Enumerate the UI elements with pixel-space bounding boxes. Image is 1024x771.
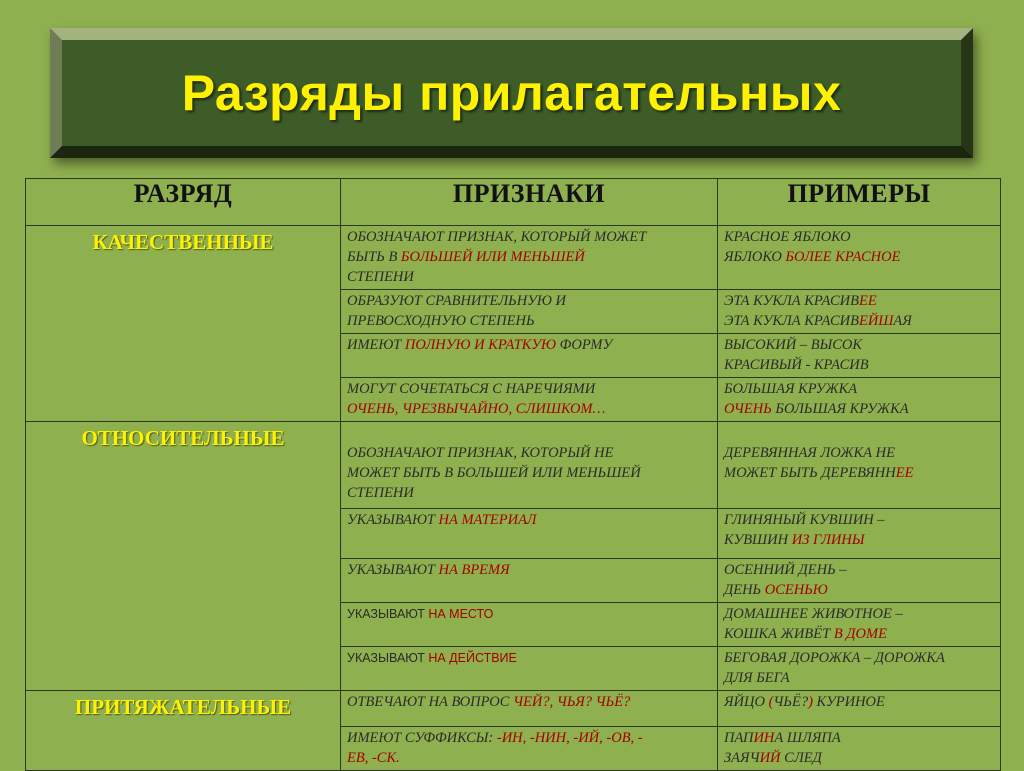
text-line <box>347 510 711 530</box>
text-line <box>347 748 711 768</box>
text-segment: СТЕПЕНИ <box>347 269 414 285</box>
text-line <box>724 291 994 311</box>
text-segment: БЫТЬ В <box>347 249 401 265</box>
text-line <box>724 355 994 375</box>
text-segment: ДЛЯ БЕГА <box>724 670 790 686</box>
text-segment: КУРИНОЕ <box>812 694 885 710</box>
text-segment: ЭТА КУКЛА КРАСИВ <box>724 313 859 329</box>
text-segment: КРАСИВЫЙ - КРАСИВ <box>724 357 869 373</box>
highlighted-text: ОСЕНЬЮ <box>764 582 828 598</box>
example-cell <box>718 691 1001 727</box>
example-cell <box>718 226 1001 290</box>
text-line <box>347 267 711 287</box>
highlighted-text: ( <box>768 694 774 710</box>
example-cell <box>718 334 1001 378</box>
text-line <box>724 748 994 768</box>
sign-cell <box>341 691 718 727</box>
highlighted-text: КРАСНОЕ <box>831 249 901 265</box>
sign-cell <box>341 334 718 378</box>
adjective-categories-table <box>25 178 1001 771</box>
text-line <box>724 728 994 748</box>
text-segment: ДЕРЕВЯННАЯ ЛОЖКА НЕ <box>724 445 895 461</box>
sign-cell <box>341 509 718 559</box>
text-segment: УКАЗЫВАЮТ <box>347 607 429 621</box>
sign-cell <box>341 422 718 509</box>
text-line <box>724 247 994 267</box>
text-segment: ГЛИНЯНЫЙ КУВШИН – <box>724 512 885 528</box>
text-line <box>724 443 994 463</box>
highlighted-text: НА ВРЕМЯ <box>438 562 510 578</box>
text-line <box>347 648 711 668</box>
example-cell <box>718 727 1001 771</box>
text-line <box>724 463 994 483</box>
sign-cell <box>341 727 718 771</box>
text-segment: КОШКА ЖИВЁТ <box>724 626 834 642</box>
text-line <box>347 291 711 311</box>
table-row <box>26 422 1001 509</box>
example-cell <box>718 509 1001 559</box>
category-cell: ПРИТЯЖАТЕЛЬНЫЕ <box>26 691 341 771</box>
text-segment: СТЕПЕНИ <box>347 485 414 501</box>
example-cell <box>718 647 1001 691</box>
header-signs: ПРИЗНАКИ <box>341 179 718 226</box>
table-row <box>26 691 1001 727</box>
text-segment: БОЛЬШАЯ КРУЖКА <box>771 401 909 417</box>
highlighted-text: ЕЕ <box>895 465 914 481</box>
table-row <box>26 226 1001 290</box>
title-frame <box>50 28 973 158</box>
sign-cell <box>341 559 718 603</box>
highlighted-text: ) <box>808 694 813 710</box>
text-segment: УКАЗЫВАЮТ <box>347 512 439 528</box>
title-panel <box>62 40 961 146</box>
highlighted-text: ЕЕ <box>858 293 877 309</box>
text-segment: МОЖЕТ БЫТЬ В БОЛЬШЕЙ ИЛИ МЕНЬШЕЙ <box>347 465 641 481</box>
text-segment: МОГУТ СОЧЕТАТЬСЯ С НАРЕЧИЯМИ <box>347 381 596 397</box>
sign-cell <box>341 603 718 647</box>
text-segment: А ШЛЯПА <box>774 730 841 746</box>
text-line <box>724 648 994 668</box>
highlighted-text: ИЙ <box>759 750 781 766</box>
highlighted-text: ПОЛНУЮ И КРАТКУЮ <box>404 337 556 353</box>
highlighted-text: -ИН, -НИН, -ИЙ, -ОВ, - <box>496 730 643 746</box>
text-line <box>724 423 994 443</box>
text-line <box>724 580 994 600</box>
page-title: Разряды прилагательных <box>181 65 842 121</box>
text-line <box>724 379 994 399</box>
highlighted-text: БОЛЬШЕЙ ИЛИ МЕНЬШЕЙ <box>400 249 585 265</box>
text-line <box>347 463 711 483</box>
table-body <box>26 226 1001 771</box>
highlighted-text: ЕВ, -СК. <box>347 750 400 766</box>
highlighted-text: НА МЕСТО <box>428 607 494 621</box>
text-line <box>724 530 994 550</box>
highlighted-text: НА МАТЕРИАЛ <box>438 512 537 528</box>
text-segment: ОТВЕЧАЮТ НА ВОПРОС <box>347 694 514 710</box>
text-segment: ИМЕЮТ <box>347 337 405 353</box>
text-line <box>724 624 994 644</box>
text-line <box>347 311 711 331</box>
text-segment: АЯ <box>893 313 912 329</box>
text-line <box>347 560 711 580</box>
text-segment: УКАЗЫВАЮТ <box>347 562 439 578</box>
text-segment: ОБРАЗУЮТ СРАВНИТЕЛЬНУЮ И <box>347 293 566 309</box>
sign-cell <box>341 378 718 422</box>
highlighted-text: ОЧЕНЬ, ЧРЕЗВЫЧАЙНО, СЛИШКОМ… <box>347 401 606 417</box>
highlighted-text: БОЛЕЕ <box>785 249 832 265</box>
example-cell <box>718 603 1001 647</box>
text-segment: ЯЙЦО <box>724 694 769 710</box>
text-line <box>347 335 711 355</box>
text-segment: ЭТА КУКЛА КРАСИВ <box>724 293 859 309</box>
text-line <box>347 379 711 399</box>
sign-cell <box>341 226 718 290</box>
highlighted-text: НА ДЕЙСТВИЕ <box>428 651 517 665</box>
text-segment: БОЛЬШАЯ КРУЖКА <box>724 381 858 397</box>
text-line <box>347 604 711 624</box>
highlighted-text: ОЧЕНЬ <box>724 401 772 417</box>
text-line <box>347 399 711 419</box>
sign-cell <box>341 290 718 334</box>
text-segment: УКАЗЫВАЮТ <box>347 651 429 665</box>
text-line <box>347 227 711 247</box>
text-segment: ДЕНЬ <box>724 582 765 598</box>
header-category: РАЗРЯД <box>26 179 341 226</box>
text-segment: ОСЕННИЙ ДЕНЬ – <box>724 562 847 578</box>
text-line <box>347 692 711 712</box>
header-examples: ПРИМЕРЫ <box>718 179 1001 226</box>
text-line <box>724 399 994 419</box>
text-segment: ДОМАШНЕЕ ЖИВОТНОЕ – <box>724 606 903 622</box>
text-line <box>347 247 711 267</box>
text-segment: ВЫСОКИЙ – ВЫСОК <box>724 337 862 353</box>
text-segment: ОБОЗНАЧАЮТ ПРИЗНАК, КОТОРЫЙ МОЖЕТ <box>347 229 647 245</box>
text-line <box>347 443 711 463</box>
highlighted-text: ЕЙШ <box>858 313 894 329</box>
text-line <box>724 604 994 624</box>
text-line <box>724 227 994 247</box>
text-segment: КУВШИН <box>724 532 792 548</box>
highlighted-text: ИН <box>753 730 775 746</box>
text-line <box>347 728 711 748</box>
category-cell: ОТНОСИТЕЛЬНЫЕ <box>26 422 341 691</box>
example-cell <box>718 422 1001 509</box>
text-segment: СЛЕД <box>780 750 822 766</box>
text-segment: ОБОЗНАЧАЮТ ПРИЗНАК, КОТОРЫЙ НЕ <box>347 445 614 461</box>
category-cell: КАЧЕСТВЕННЫЕ <box>26 226 341 422</box>
text-segment: ФОРМУ <box>555 337 613 353</box>
table-header-row <box>26 179 1001 226</box>
highlighted-text: ИЗ ГЛИНЫ <box>791 532 865 548</box>
text-segment: ПРЕВОСХОДНУЮ СТЕПЕНЬ <box>347 313 535 329</box>
text-line <box>724 335 994 355</box>
example-cell <box>718 290 1001 334</box>
text-line <box>347 423 711 443</box>
text-segment: ПАП <box>724 730 754 746</box>
text-line <box>724 560 994 580</box>
text-line <box>724 692 994 712</box>
text-segment: ЯБЛОКО <box>724 249 786 265</box>
text-segment: ЗАЯЧ <box>724 750 760 766</box>
sign-cell <box>341 647 718 691</box>
highlighted-text: ЧЕЙ?, ЧЬЯ? ЧЬЁ? <box>513 694 631 710</box>
example-cell <box>718 378 1001 422</box>
text-segment: БЕГОВАЯ ДОРОЖКА – ДОРОЖКА <box>724 650 945 666</box>
text-segment: МОЖЕТ БЫТЬ ДЕРЕВЯНН <box>724 465 896 481</box>
text-line <box>347 483 711 503</box>
text-segment: ИМЕЮТ СУФФИКСЫ: <box>347 730 497 746</box>
example-cell <box>718 559 1001 603</box>
text-segment: ЧЬЁ? <box>773 694 809 710</box>
highlighted-text: В ДОМЕ <box>833 626 887 642</box>
text-line <box>724 668 994 688</box>
text-line <box>724 311 994 331</box>
text-segment: КРАСНОЕ ЯБЛОКО <box>724 229 851 245</box>
text-line <box>724 510 994 530</box>
